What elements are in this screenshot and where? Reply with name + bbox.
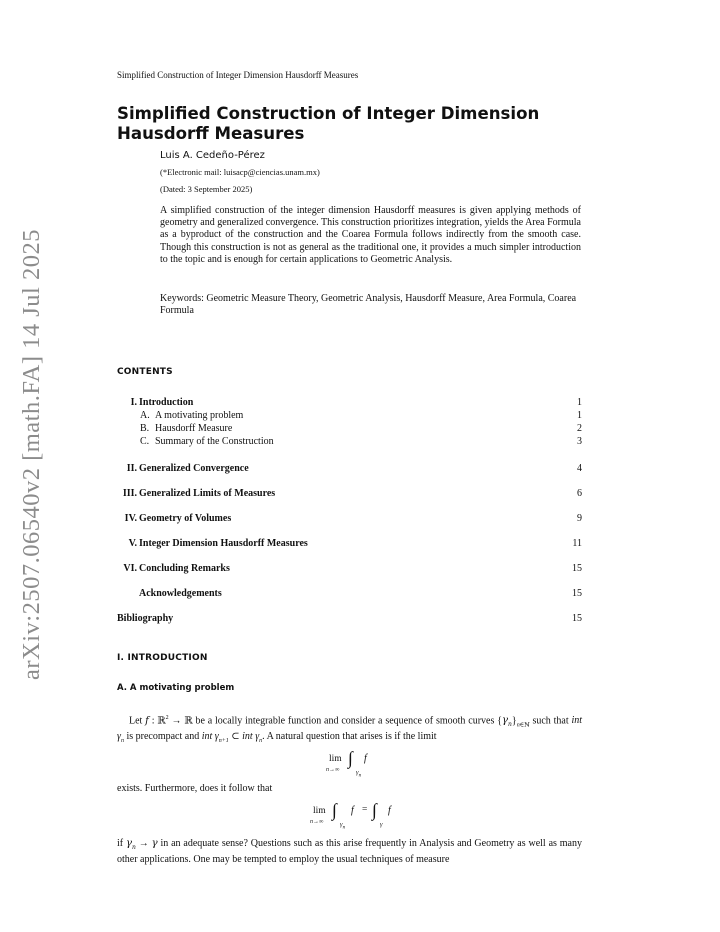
equation-limit-equality: lim n→∞ ∫ $\gamma_n$ f = ∫ γ f (310, 800, 391, 831)
toc-entry[interactable] (117, 462, 582, 475)
date-line: (Dated: 3 September 2025) (160, 184, 253, 194)
toc-entry-page: 15 (572, 613, 582, 624)
toc-entry-number: III. (122, 488, 137, 499)
toc-entry-page: 9 (577, 513, 582, 524)
toc-entry[interactable] (117, 537, 582, 550)
toc-entry[interactable] (117, 409, 582, 422)
toc-entry-label: Introduction (139, 397, 194, 408)
toc-entry-label: Summary of the Construction (155, 436, 274, 447)
toc-entry-number: IV. (124, 513, 137, 524)
subsection-heading: A. A motivating problem (117, 683, 235, 693)
contents-heading: CONTENTS (117, 367, 173, 377)
toc-entry-number: C. (140, 436, 150, 447)
arxiv-identifier-stamp: arXiv:2507.06540v2 [math.FA] 14 Jul 2025 (18, 229, 45, 680)
paper-title: Simplified Construction of Integer Dimension Hausdorff Measures (117, 104, 540, 143)
toc-entry[interactable] (117, 487, 582, 500)
paragraph: Let f : ℝ$^2$ → ℝ be a locally integrable function and consider a sequence of smooth curves $\{\gamma_n\}_{n\in ℕ}$ such that int $\gamma_n$ is precompact and int $\gamma_{n+1}$ ⊂ int $\gamma_n$. A natural question that arises is if the limit (117, 715, 583, 745)
paragraph: if $\gamma_n \to \gamma$ in an adequate sense? Questions such as this arise frequently in Analysis and Geometry as well as many other applications. One may be tempted to employ the usual techniques of measure (117, 838, 582, 865)
toc-entry-label: Generalized Limits of Measures (139, 488, 276, 499)
toc-entry-number: B. (140, 423, 150, 434)
toc-entry-page: 15 (572, 588, 582, 599)
toc-entry[interactable] (117, 435, 582, 448)
toc-entry[interactable] (117, 512, 582, 525)
toc-entry[interactable] (117, 562, 582, 575)
equation-limit-integral: lim n→∞ ∫ $\gamma_n$ f (326, 748, 367, 779)
abstract: A simplified construction of the integer dimension Hausdorff measures is given applying methods of geometry and generalized convergence. This construction prioritizes integration, yields the Area Formula as a byproduct of the construction and the Coarea Formula follows indirectly from the smooth case. Though this construction is not as general as the traditional one, it provides a much simpler introduction to the topic and is enough for certain applications to Geometric Analysis. (160, 205, 581, 265)
running-head: Simplified Construction of Integer Dimension Hausdorff Measures (117, 70, 359, 80)
toc-entry-label: Bibliography (117, 613, 174, 624)
toc-entry-page: 1 (577, 410, 582, 421)
section-heading-introduction: I. INTRODUCTION (117, 653, 208, 663)
keywords: Keywords: Geometric Measure Theory, Geometric Analysis, Hausdorff Measure, Area Formula, Coarea Formula (160, 293, 577, 317)
toc-entry-number: VI. (123, 563, 137, 574)
author-name: Luis A. Cedeño-Pérez (160, 150, 265, 161)
toc-entry-page: 11 (572, 538, 582, 549)
toc-entry-page: 1 (577, 397, 582, 408)
paragraph: exists. Furthermore, does it follow that (117, 783, 273, 794)
toc-entry-label: Concluding Remarks (139, 563, 230, 574)
toc-entry[interactable] (117, 396, 582, 409)
toc-entry-label: Geometry of Volumes (139, 513, 232, 524)
toc-entry-label: Generalized Convergence (139, 463, 249, 474)
toc-entry-page: 2 (577, 423, 582, 434)
toc-entry-page: 3 (577, 436, 582, 447)
toc-entry-label: Hausdorff Measure (155, 423, 233, 434)
toc-entry-number: I. (130, 397, 137, 408)
toc-entry-label: Integer Dimension Hausdorff Measures (139, 538, 308, 549)
toc-entry[interactable] (117, 422, 582, 435)
toc-entry[interactable] (117, 587, 582, 600)
toc-entry[interactable] (117, 612, 582, 625)
toc-entry-label: A motivating problem (155, 410, 244, 421)
toc-entry-page: 15 (572, 563, 582, 574)
toc-entry-number: II. (126, 463, 137, 474)
toc-entry-page: 4 (577, 463, 582, 474)
toc-entry-page: 6 (577, 488, 582, 499)
author-email: (*Electronic mail: luisacp@ciencias.unam.mx) (160, 167, 320, 177)
toc-entry-number: A. (140, 410, 150, 421)
toc-entry-label: Acknowledgements (139, 588, 222, 599)
toc-entry-number: V. (128, 538, 137, 549)
